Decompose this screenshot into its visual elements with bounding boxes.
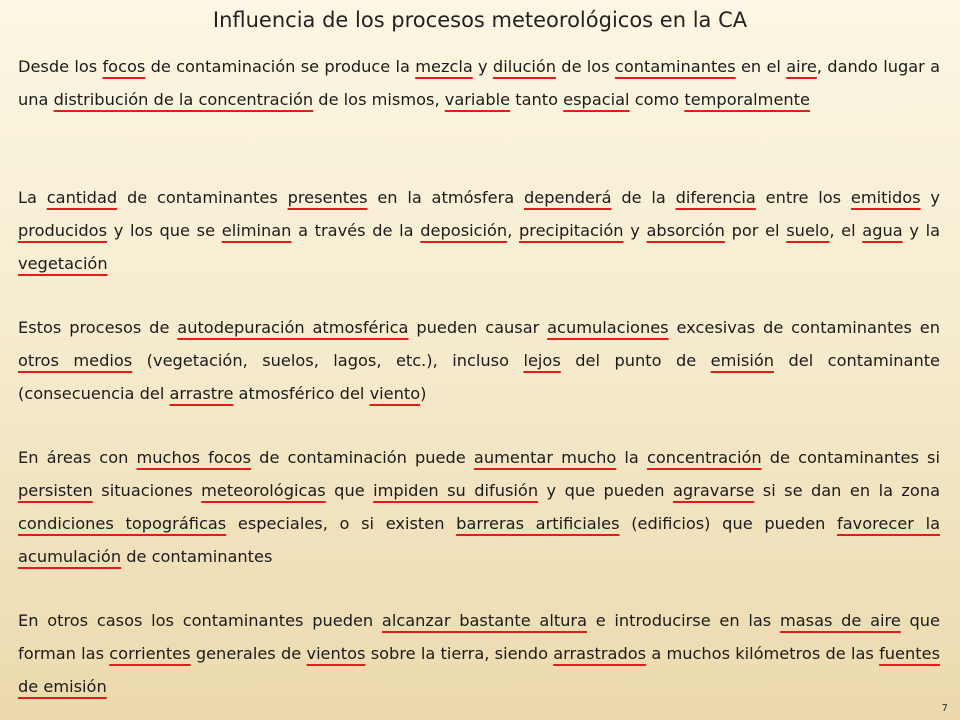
underlined-term: espacial — [563, 90, 630, 109]
text-segment: por el — [724, 221, 787, 240]
paragraph-2 — [18, 181, 940, 280]
slide-title: Influencia de los procesos meteorológicos en la CA — [212, 8, 748, 32]
text-segment: En áreas con — [18, 448, 137, 467]
underlined-term: impiden su difusión — [373, 481, 539, 500]
underlined-term: fuentes de emisión — [18, 644, 941, 696]
text-segment: atmosférico del — [233, 384, 370, 403]
text-segment: ) — [420, 384, 427, 403]
underlined-term: suelo — [786, 221, 830, 240]
underlined-term: producidos — [18, 221, 108, 240]
text-segment: generales de — [190, 644, 307, 663]
text-segment: de contaminantes — [117, 188, 288, 207]
text-segment: la — [616, 448, 647, 467]
text-segment: , dando lugar a una — [18, 57, 941, 109]
page-number: 7 — [941, 703, 948, 714]
underlined-term: dependerá — [523, 188, 612, 207]
paragraph-4 — [18, 441, 940, 573]
text-segment: (edificios) que pueden — [619, 514, 838, 533]
text-segment: , el — [829, 221, 863, 240]
underlined-term: muchos focos — [136, 448, 252, 467]
text-segment: e introducirse en las — [587, 611, 780, 630]
text-segment: si se dan en la zona — [754, 481, 941, 500]
text-segment: que — [325, 481, 374, 500]
text-segment: del punto de — [560, 351, 711, 370]
text-segment: Estos procesos de — [18, 318, 178, 337]
text-segment: de contaminación puede — [251, 448, 474, 467]
underlined-term: favorecer la acumulación — [18, 514, 940, 566]
underlined-term: diferencia — [675, 188, 756, 207]
text-segment: , — [507, 221, 520, 240]
paragraph-1 — [18, 50, 940, 116]
text-segment: que forman las — [18, 611, 941, 663]
text-segment: de la — [611, 188, 676, 207]
underlined-term: mezcla — [415, 57, 473, 76]
underlined-term: distribución de la concentración — [53, 90, 314, 109]
underlined-term: contaminantes — [614, 57, 736, 76]
paragraph-5 — [18, 604, 940, 703]
underlined-term: aumentar mucho — [473, 448, 617, 467]
underlined-term: presentes — [287, 188, 368, 207]
paragraph-3 — [18, 311, 940, 410]
underlined-term: concentración — [646, 448, 762, 467]
underlined-term: emisión — [710, 351, 774, 370]
underlined-term: focos — [102, 57, 146, 76]
underlined-term: agua — [862, 221, 903, 240]
underlined-term: lejos — [523, 351, 561, 370]
underlined-term: variable — [444, 90, 511, 109]
text-segment: En otros casos los contaminantes pueden — [18, 611, 382, 630]
underlined-term: corrientes — [109, 644, 191, 663]
underlined-term: meteorológicas — [201, 481, 326, 500]
underlined-term: alcanzar bastante altura — [381, 611, 587, 630]
text-segment: La — [18, 188, 47, 207]
underlined-term: acumulaciones — [547, 318, 669, 337]
text-segment: y — [472, 57, 493, 76]
underlined-term: masas de aire — [779, 611, 901, 630]
underlined-term: condiciones topográficas — [18, 514, 227, 533]
underlined-term: viento — [369, 384, 421, 403]
underlined-term: autodepuración atmosférica — [177, 318, 409, 337]
underlined-term: otros medios — [18, 351, 133, 370]
text-segment: en el — [735, 57, 787, 76]
underlined-term: arrastrados — [553, 644, 647, 663]
underlined-term: dilución — [492, 57, 557, 76]
text-segment: pueden causar — [408, 318, 548, 337]
underlined-term: arrastre — [169, 384, 234, 403]
text-segment: (vegetación, suelos, lagos, etc.), incluso — [132, 351, 524, 370]
text-segment: y los que se — [107, 221, 222, 240]
text-segment: sobre la tierra, siendo — [365, 644, 554, 663]
text-segment: excesivas de contaminantes en — [668, 318, 940, 337]
underlined-term: emitidos — [850, 188, 921, 207]
text-segment: de los mismos, — [313, 90, 445, 109]
text-segment: de los — [556, 57, 615, 76]
underlined-term: absorción — [646, 221, 725, 240]
text-segment: como — [629, 90, 685, 109]
underlined-term: persisten — [18, 481, 93, 500]
underlined-term: vientos — [306, 644, 366, 663]
text-segment: entre los — [755, 188, 851, 207]
underlined-term: precipitación — [519, 221, 624, 240]
text-segment: y — [920, 188, 940, 207]
underlined-term: vegetación — [18, 254, 108, 273]
underlined-term: eliminan — [221, 221, 292, 240]
text-segment: de contaminantes si — [761, 448, 940, 467]
text-segment: del contaminante (consecuencia del — [18, 351, 941, 403]
text-segment: situaciones — [92, 481, 202, 500]
text-segment: de contaminantes — [121, 547, 273, 566]
underlined-term: agravarse — [672, 481, 755, 500]
underlined-term: deposición — [420, 221, 508, 240]
text-segment: a través de la — [291, 221, 421, 240]
text-segment: de contaminación se produce la — [145, 57, 416, 76]
underlined-term: cantidad — [46, 188, 118, 207]
text-segment: Desde los — [18, 57, 103, 76]
text-segment: y que pueden — [538, 481, 673, 500]
text-segment: especiales, o si existen — [226, 514, 457, 533]
underlined-term: temporalmente — [684, 90, 810, 109]
text-segment: tanto — [510, 90, 564, 109]
text-segment: en la atmósfera — [367, 188, 524, 207]
text-segment: a muchos kilómetros de las — [646, 644, 880, 663]
text-segment: y — [623, 221, 647, 240]
underlined-term: barreras artificiales — [456, 514, 620, 533]
text-segment: y la — [902, 221, 941, 240]
underlined-term: aire — [786, 57, 817, 76]
